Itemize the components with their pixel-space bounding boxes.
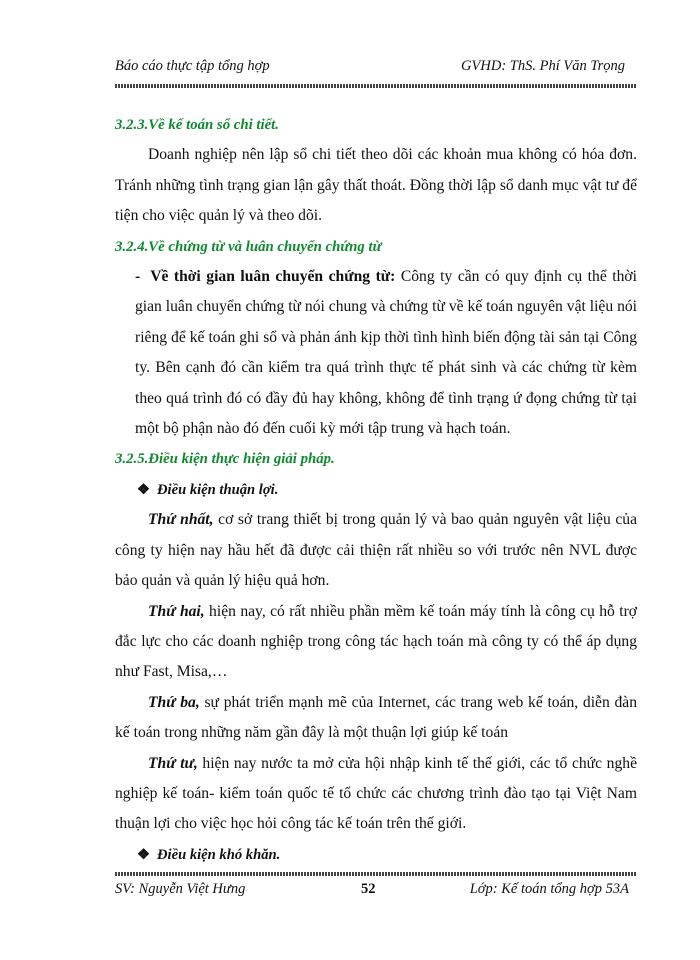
favorable-conditions-label: Điều kiện thuận lợi.	[157, 481, 279, 498]
paragraph-detail-ledger: Doanh nghiệp nên lập sổ chi tiết theo dõi các khoản mua không có hóa đơn. Tránh những tình trạng gian lận gây thất thoát. Đồng thời lập sổ danh mục vật tư để tiện cho việc quản lý và theo dõi.	[115, 146, 637, 225]
footer-class: Lớp: Kế toán tổng hợp 53A	[469, 881, 629, 897]
header-supervisor: GVHD: ThS. Phí Văn Trọng	[461, 58, 625, 74]
dash-marker: -	[135, 268, 141, 286]
page-body	[115, 110, 637, 870]
lead-fourth: Thứ tư,	[148, 754, 198, 772]
lead-second: Thứ hai,	[148, 602, 205, 620]
page-footer	[115, 881, 637, 903]
rotation-time-label: Về thời gian luân chuyển chứng từ:	[150, 268, 396, 286]
page-header	[115, 58, 635, 80]
paragraph-fourth	[115, 749, 637, 840]
paragraph-first	[115, 505, 637, 596]
header-report-title: Báo cáo thực tập tổng hợp	[115, 58, 270, 74]
heading-3-2-4: 3.2.4.Về chứng từ và luân chuyển chứng từ	[115, 238, 382, 255]
rotation-time-text: Công ty cần có quy định cụ thể thời gian luân chuyển chứng từ nói chung và chứng từ về kế toán nguyên vật liệu nói riêng để kế toán ghi sổ và phản ánh kịp thời tình hình biến động tài sản tại Công ty. Bên cạnh đó cần kiểm tra quá trình thực tế phát sinh và các chứng từ kèm theo quá trình đó có đầy đủ hay không, không để tình trạng ứ đọng chứng từ tại một bộ phận nào đó đến cuối kỳ mới tập trung và hạch toán.	[135, 268, 637, 438]
paragraph-third	[115, 688, 637, 749]
footer-divider	[115, 872, 637, 876]
paragraph-document-rotation	[115, 262, 637, 444]
diamond-bullet-icon: ❖	[137, 481, 151, 498]
text-second: hiện nay, có rất nhiều phần mềm kế toán máy tính là công cụ hỗ trợ đắc lực cho các doanh nghiệp trong công tác hạch toán mà công ty có thể áp dụng như Fast, Misa,…	[115, 602, 638, 681]
diamond-bullet-icon: ❖	[137, 846, 151, 863]
text-first: cơ sở trang thiết bị trong quản lý và bao quản nguyên vật liệu của công ty hiện nay hầu hết đã được cải thiện rất nhiều so với trước nên NVL được bảo quản và quản lý hiệu quả hơn.	[115, 511, 637, 590]
lead-third: Thứ ba,	[148, 693, 200, 711]
text-fourth: hiện nay nước ta mở cửa hội nhập kinh tế thế giới, các tổ chức nghề nghiệp kế toán- kiểm toán quốc tế tổ chức các chương trình đào tạo tại Việt Nam thuận lợi cho việc học hỏi công tác kế toán trên thế giới.	[115, 754, 637, 833]
heading-3-2-3: 3.2.3.Về kế toán sổ chi tiết.	[115, 117, 279, 133]
subheading-difficult-conditions	[115, 840, 637, 870]
header-divider	[115, 84, 637, 88]
subheading-favorable-conditions	[115, 475, 637, 505]
page-number: 52	[361, 881, 376, 897]
difficult-conditions-label: Điều kiện khó khăn.	[157, 846, 281, 863]
heading-3-2-5: 3.2.5.Điều kiện thực hiện giải pháp.	[115, 451, 335, 468]
lead-first: Thứ nhất,	[148, 511, 214, 529]
footer-student: SV: Nguyễn Việt Hưng	[115, 881, 246, 897]
text-third: sự phát triển mạnh mẽ của Internet, các trang web kế toán, diễn đàn kế toán trong những năm gần đây là một thuận lợi giúp kế toán	[115, 693, 637, 742]
paragraph-second	[115, 597, 637, 688]
